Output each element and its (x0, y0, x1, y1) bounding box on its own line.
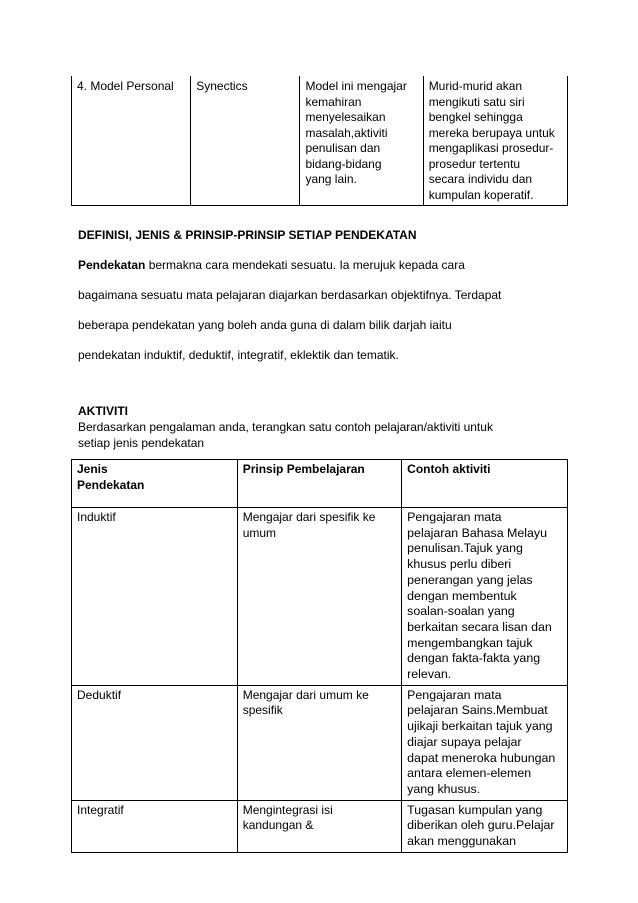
prinsip-line: spesifik (242, 703, 283, 718)
prinsip-line: kandungan & (242, 818, 314, 833)
header-jenis-line: Jenis (77, 462, 108, 476)
jenis-label: Induktif (77, 510, 116, 524)
contoh-line: penerangan yang jelas (407, 572, 533, 587)
model-desc-line: kemahiran (305, 94, 362, 109)
model-desc-cell (300, 76, 423, 206)
pendekatan-table (71, 459, 568, 853)
contoh-line: penulisan.Tajuk yang (407, 541, 523, 556)
contoh-line: yang khusus. (407, 781, 481, 796)
contoh-line: pelajaran Bahasa Melayu (407, 525, 547, 540)
jenis-label: Deduktif (77, 687, 122, 702)
model-murid-line: bengkel sehingga (428, 110, 523, 124)
model-murid-line: secara individu dan (428, 172, 533, 186)
aktiviti-line: Berdasarkan pengalaman anda, terangkan satu contoh pelajaran/aktiviti untuk (78, 420, 493, 434)
contoh-line: dengan fakta-fakta yang (407, 651, 541, 666)
jenis-cell (72, 800, 238, 852)
lead-term: Pendekatan (78, 258, 146, 272)
contoh-line: berkaitan secara lisan dan (407, 619, 552, 634)
table-row (72, 800, 568, 852)
contoh-line: Pengajaran mata (407, 510, 502, 524)
model-murid-line: kumpulan koperatif. (428, 187, 534, 202)
contoh-line: dengan membentuk (407, 588, 517, 603)
contoh-line: dapat meneroka hubungan (407, 750, 556, 765)
contoh-line: mengembangkan tajuk (407, 635, 533, 650)
model-desc-line: menyelesaikan (305, 110, 386, 124)
prinsip-line: umum (242, 525, 277, 540)
model-murid-line: mengikuti satu siri (428, 94, 525, 109)
contoh-line: diberikan oleh guru.Pelajar (407, 818, 555, 833)
prinsip-line: Mengajar dari spesifik ke (242, 510, 376, 524)
contoh-line: Pengajaran mata (407, 687, 502, 702)
model-name: Synectics (196, 79, 248, 93)
paragraph-line: beberapa pendekatan yang boleh anda guna di dalam bilik darjah iaitu (78, 318, 452, 332)
header-contoh-label: Contoh aktiviti (407, 462, 491, 476)
paragraph-line: pendekatan induktif, deduktif, integratif, eklektik dan tematik. (78, 348, 399, 362)
model-desc-line: Model ini mengajar (305, 79, 407, 93)
prinsip-cell (237, 685, 401, 800)
model-murid-line: Murid-murid akan (428, 79, 523, 93)
contoh-line: diajar supaya pelajar (407, 734, 522, 749)
header-prinsip-label: Prinsip Pembelajaran (242, 462, 365, 476)
model-cell (72, 76, 191, 206)
model-murid-cell (423, 76, 567, 206)
model-desc-line: masalah,aktiviti (305, 125, 388, 140)
aktiviti-title: AKTIVITI (78, 404, 128, 418)
prinsip-line: Mengintegrasi isi (242, 802, 333, 817)
table-row (72, 508, 568, 686)
contoh-line: soalan-soalan yang (407, 604, 515, 619)
model-murid-line: mengaplikasi prosedur- (428, 141, 554, 155)
contoh-line: akan menggunakan (407, 834, 517, 849)
table-row (72, 685, 568, 800)
contoh-line: Tugasan kumpulan yang (407, 802, 543, 817)
contoh-line: pelajaran Sains.Membuat (407, 703, 548, 718)
aktiviti-line: setiap jenis pendekatan (78, 436, 205, 450)
paragraph-line: bagaimana sesuatu mata pelajaran diajarkan berdasarkan objektifnya. Terdapat (78, 288, 502, 302)
model-desc-line: penulisan dan (305, 141, 381, 155)
contoh-cell (402, 508, 568, 686)
model-desc-line: yang lain. (305, 172, 357, 186)
paragraph-text: bermakna cara mendekati sesuatu. Ia merujuk kepada cara (145, 258, 465, 272)
model-desc-line: bidang-bidang (305, 156, 382, 171)
model-label: 4. Model Personal (77, 79, 174, 93)
contoh-cell (402, 800, 568, 852)
header-contoh (402, 460, 568, 508)
prinsip-cell (237, 800, 401, 852)
model-table (71, 76, 568, 206)
contoh-cell (402, 685, 568, 800)
section-heading: DEFINISI, JENIS & PRINSIP-PRINSIP SETIAP PENDEKATAN (78, 228, 417, 242)
model-murid-line: mereka berupaya untuk (428, 125, 555, 140)
model-name-cell (191, 76, 300, 206)
prinsip-cell (237, 508, 401, 686)
jenis-cell (72, 685, 238, 800)
header-jenis-line: Pendekatan (77, 477, 145, 492)
jenis-cell (72, 508, 238, 686)
header-jenis (72, 460, 238, 508)
prinsip-line: Mengajar dari umum ke (242, 687, 369, 702)
contoh-line: ujikaji berkaitan tajuk yang (407, 719, 553, 734)
contoh-line: relevan. (407, 667, 452, 682)
table-header-row (72, 460, 568, 508)
contoh-line: khusus perlu diberi (407, 557, 512, 572)
header-prinsip (237, 460, 401, 508)
model-murid-line: prosedur tertentu (428, 156, 521, 171)
contoh-line: antara elemen-elemen (407, 766, 532, 781)
jenis-label: Integratif (77, 802, 124, 817)
table-row (72, 76, 568, 206)
paragraph-line (78, 258, 465, 272)
